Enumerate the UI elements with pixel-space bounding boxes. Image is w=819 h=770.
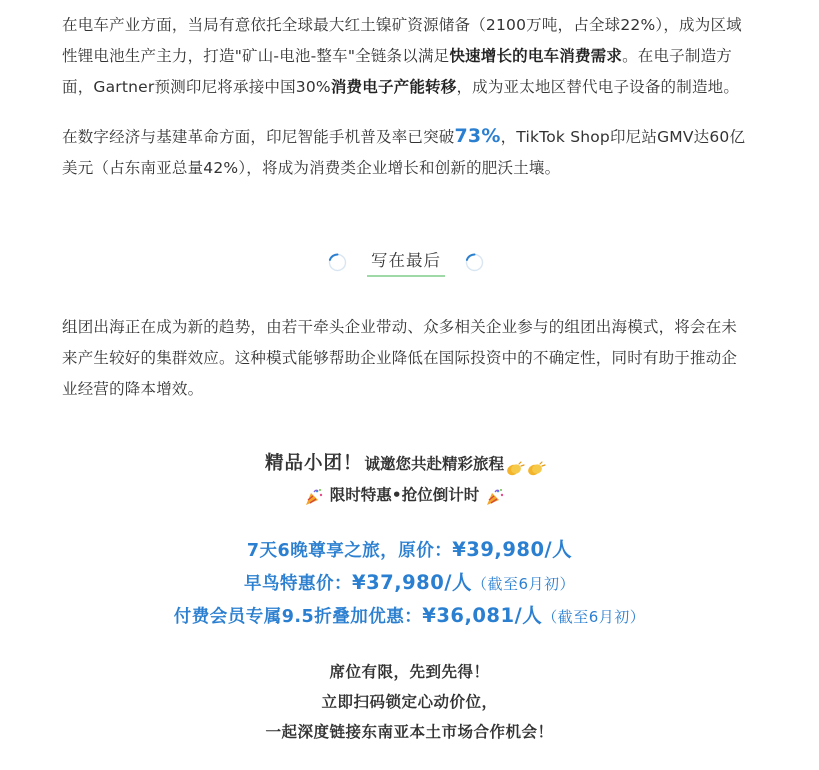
smartphone-penetration-highlight: 73% [454,125,501,147]
closing-line-2: 立即扫码锁定心动价位， [321,693,498,711]
clapping-hands-icon [526,456,546,472]
p1-bold-2: 消费电子产能转移 [330,78,457,96]
closing-message [0,657,819,747]
price-early-bird [0,567,819,600]
promo-countdown [0,480,819,510]
price-member-note: （截至6月初） [542,608,646,626]
p1-text-3: ，成为亚太地区替代电子设备的制造地。 [456,78,740,96]
p1-bold-1: 快速增长的电车消费需求 [449,47,623,65]
clapping-hands-icon [505,456,525,472]
price-early-bird-label: 早鸟特惠价： [244,574,352,594]
price-original-label: 7天6晚尊享之旅，原价： [246,541,453,561]
price-member-label: 付费会员专属9.5折叠加优惠： [173,607,423,627]
section-title: 写在最后 [367,247,445,277]
closing-section [62,312,752,405]
spinner-ring-icon [465,253,484,272]
price-member [0,600,819,633]
p1-text-2: 。在电子制造方面，Gartner预测印尼将承接中国30% [62,47,732,96]
article-body [62,10,752,184]
promo-title-strong: 精品小团！ [264,453,363,474]
party-popper-icon [304,486,324,504]
paragraph-group-expansion: 组团出海正在成为新的趋势，由若干牵头企业带动、众多相关企业参与的组团出海模式，将会在未来产生较好的集群效应。这种模式能够帮助企业降低在国际投资中的不确定性，同时有助于推动企业经营的降本增效。 [62,318,738,398]
price-member-amount: ¥36,081/人 [422,604,543,627]
promo-block [0,448,819,747]
p2-text-1: 在数字经济与基建革命方面，印尼智能手机普及率已突破 [62,128,455,146]
promo-title [0,448,819,480]
promo-title-sub: 诚邀您共赴精彩旅程 [364,455,505,473]
p1-text-1: 在电车产业方面，当局有意依托全球最大红土镍矿资源储备（2100万吨，占全球22%），成为区域性锂电池生产主力，打造"矿山-电池-整车"全链条以满足 [62,16,742,65]
price-original-amount: ¥39,980/人 [452,538,573,561]
p2-text-2: ，TikTok Shop印尼站GMV达60亿美元（占东南亚总量42%），将成为消费类企业增长和创新的肥沃土壤。 [62,128,746,177]
paragraph-ev-industry [62,10,752,103]
price-early-bird-note: （截至6月初） [471,575,575,593]
party-popper-icon [485,486,505,504]
price-original [0,534,819,567]
paragraph-digital-economy [62,121,752,184]
section-heading [0,244,819,280]
closing-line-1: 席位有限，先到先得！ [329,663,490,681]
spinner-ring-icon [328,253,347,272]
price-list [0,534,819,633]
price-early-bird-amount: ¥37,980/人 [352,571,472,594]
countdown-text: 限时特惠•抢位倒计时 [329,486,480,504]
closing-line-3: 一起深度链接东南亚本土市场合作机会！ [265,723,554,741]
